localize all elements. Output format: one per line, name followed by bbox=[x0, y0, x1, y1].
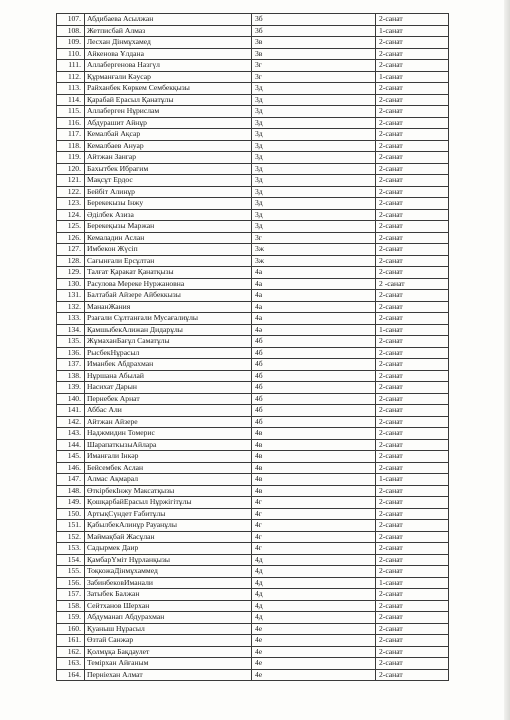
class-cell: 4в bbox=[252, 428, 376, 440]
class-cell: 4а bbox=[252, 301, 376, 313]
student-name-cell: Иманғали Інкәр bbox=[85, 451, 252, 463]
category-cell: 2-санат bbox=[376, 209, 449, 221]
table-row bbox=[57, 416, 449, 428]
category-cell: 2-санат bbox=[376, 301, 449, 313]
table-row bbox=[57, 255, 449, 267]
table-row bbox=[57, 451, 449, 463]
row-number-cell: 143. bbox=[57, 428, 85, 440]
table-row bbox=[57, 232, 449, 244]
row-number-cell: 131. bbox=[57, 290, 85, 302]
student-name-cell: Бахытбек Ибрагим bbox=[85, 163, 252, 175]
row-number-cell: 157. bbox=[57, 589, 85, 601]
student-name-cell: РысбекНұрасыл bbox=[85, 347, 252, 359]
category-cell: 2-санат bbox=[376, 152, 449, 164]
category-cell: 2-санат bbox=[376, 451, 449, 463]
row-number-cell: 144. bbox=[57, 439, 85, 451]
category-cell: 1-санат bbox=[376, 71, 449, 83]
class-cell: 4в bbox=[252, 462, 376, 474]
table-row bbox=[57, 209, 449, 221]
class-cell: 4е bbox=[252, 646, 376, 658]
category-cell: 2-санат bbox=[376, 48, 449, 60]
class-cell: 3д bbox=[252, 94, 376, 106]
table-row bbox=[57, 554, 449, 566]
row-number-cell: 146. bbox=[57, 462, 85, 474]
student-name-cell: Расулова Мереке Нуржановна bbox=[85, 278, 252, 290]
category-cell: 2-санат bbox=[376, 359, 449, 371]
class-cell: 3д bbox=[252, 198, 376, 210]
row-number-cell: 153. bbox=[57, 543, 85, 555]
student-table-body bbox=[57, 14, 449, 681]
student-name-cell: АртықСүндет Ғабитұлы bbox=[85, 508, 252, 520]
class-cell: 4б bbox=[252, 336, 376, 348]
student-name-cell: ҚамбарҮміт Нұрланқызы bbox=[85, 554, 252, 566]
table-row bbox=[57, 428, 449, 440]
student-name-cell: Жетписбай Алмаз bbox=[85, 25, 252, 37]
class-cell: 4б bbox=[252, 405, 376, 417]
class-cell: 3д bbox=[252, 117, 376, 129]
table-row bbox=[57, 635, 449, 647]
table-row bbox=[57, 566, 449, 578]
class-cell: 3д bbox=[252, 83, 376, 95]
row-number-cell: 117. bbox=[57, 129, 85, 141]
class-cell: 4е bbox=[252, 669, 376, 681]
category-cell: 2-санат bbox=[376, 336, 449, 348]
student-name-cell: Кемаладин Аслан bbox=[85, 232, 252, 244]
row-number-cell: 140. bbox=[57, 393, 85, 405]
category-cell: 2-санат bbox=[376, 589, 449, 601]
student-table-container bbox=[56, 13, 448, 681]
class-cell: 3б bbox=[252, 14, 376, 26]
table-row bbox=[57, 485, 449, 497]
student-name-cell: Мақсұт Ердос bbox=[85, 175, 252, 187]
class-cell: 4в bbox=[252, 439, 376, 451]
student-name-cell: Аллабергенова Назгүл bbox=[85, 60, 252, 72]
category-cell: 2-санат bbox=[376, 37, 449, 49]
category-cell: 2-санат bbox=[376, 405, 449, 417]
row-number-cell: 120. bbox=[57, 163, 85, 175]
student-name-cell: Райханбек Көркем Сембекқызы bbox=[85, 83, 252, 95]
student-table bbox=[56, 13, 449, 681]
category-cell: 2-санат bbox=[376, 393, 449, 405]
table-row bbox=[57, 37, 449, 49]
student-name-cell: Қуаныш Нұрасыл bbox=[85, 623, 252, 635]
scan-edge-shadow bbox=[504, 0, 510, 720]
student-name-cell: Әділбек Азиза bbox=[85, 209, 252, 221]
row-number-cell: 126. bbox=[57, 232, 85, 244]
class-cell: 4д bbox=[252, 589, 376, 601]
table-row bbox=[57, 129, 449, 141]
category-cell: 2-санат bbox=[376, 140, 449, 152]
row-number-cell: 151. bbox=[57, 520, 85, 532]
table-row bbox=[57, 669, 449, 681]
class-cell: 4д bbox=[252, 612, 376, 624]
table-row bbox=[57, 71, 449, 83]
student-name-cell: Қарабай Ерасыл Қанатұлы bbox=[85, 94, 252, 106]
table-row bbox=[57, 48, 449, 60]
class-cell: 4е bbox=[252, 658, 376, 670]
row-number-cell: 123. bbox=[57, 198, 85, 210]
category-cell: 2-санат bbox=[376, 313, 449, 325]
row-number-cell: 141. bbox=[57, 405, 85, 417]
class-cell: 3д bbox=[252, 106, 376, 118]
class-cell: 4д bbox=[252, 600, 376, 612]
row-number-cell: 158. bbox=[57, 600, 85, 612]
table-row bbox=[57, 163, 449, 175]
row-number-cell: 125. bbox=[57, 221, 85, 233]
row-number-cell: 147. bbox=[57, 474, 85, 486]
class-cell: 4г bbox=[252, 543, 376, 555]
class-cell: 3д bbox=[252, 140, 376, 152]
category-cell: 2-санат bbox=[376, 612, 449, 624]
row-number-cell: 142. bbox=[57, 416, 85, 428]
row-number-cell: 164. bbox=[57, 669, 85, 681]
table-row bbox=[57, 543, 449, 555]
category-cell: 2-санат bbox=[376, 163, 449, 175]
student-name-cell: Аллаберген Нұрислам bbox=[85, 106, 252, 118]
row-number-cell: 113. bbox=[57, 83, 85, 95]
category-cell: 2-санат bbox=[376, 497, 449, 509]
table-row bbox=[57, 106, 449, 118]
table-row bbox=[57, 589, 449, 601]
category-cell: 2-санат bbox=[376, 60, 449, 72]
category-cell: 2-санат bbox=[376, 175, 449, 187]
category-cell: 2-санат bbox=[376, 347, 449, 359]
category-cell: 2-санат bbox=[376, 117, 449, 129]
table-row bbox=[57, 439, 449, 451]
table-row bbox=[57, 462, 449, 474]
table-row bbox=[57, 221, 449, 233]
table-row bbox=[57, 646, 449, 658]
student-name-cell: Сағынғали Ерсұлтан bbox=[85, 255, 252, 267]
category-cell: 2-санат bbox=[376, 623, 449, 635]
category-cell: 2-санат bbox=[376, 658, 449, 670]
table-row bbox=[57, 25, 449, 37]
student-name-cell: Сейтханов Шерхан bbox=[85, 600, 252, 612]
row-number-cell: 135. bbox=[57, 336, 85, 348]
table-row bbox=[57, 612, 449, 624]
category-cell: 2-санат bbox=[376, 255, 449, 267]
category-cell: 2-санат bbox=[376, 543, 449, 555]
table-row bbox=[57, 313, 449, 325]
row-number-cell: 112. bbox=[57, 71, 85, 83]
row-number-cell: 107. bbox=[57, 14, 85, 26]
class-cell: 3д bbox=[252, 186, 376, 198]
student-name-cell: Аббас Али bbox=[85, 405, 252, 417]
row-number-cell: 152. bbox=[57, 531, 85, 543]
row-number-cell: 118. bbox=[57, 140, 85, 152]
class-cell: 3д bbox=[252, 152, 376, 164]
class-cell: 4б bbox=[252, 382, 376, 394]
class-cell: 4а bbox=[252, 278, 376, 290]
class-cell: 4а bbox=[252, 290, 376, 302]
table-row bbox=[57, 600, 449, 612]
table-row bbox=[57, 531, 449, 543]
table-row bbox=[57, 336, 449, 348]
row-number-cell: 116. bbox=[57, 117, 85, 129]
category-cell: 2-санат bbox=[376, 370, 449, 382]
student-name-cell: Пернебек Арнат bbox=[85, 393, 252, 405]
row-number-cell: 132. bbox=[57, 301, 85, 313]
student-name-cell: Нұршана Абылай bbox=[85, 370, 252, 382]
table-row bbox=[57, 324, 449, 336]
row-number-cell: 133. bbox=[57, 313, 85, 325]
row-number-cell: 122. bbox=[57, 186, 85, 198]
class-cell: 4г bbox=[252, 497, 376, 509]
student-name-cell: ҚошқарбайЕрасыл Нұржігітұлы bbox=[85, 497, 252, 509]
row-number-cell: 110. bbox=[57, 48, 85, 60]
class-cell: 4б bbox=[252, 416, 376, 428]
class-cell: 4е bbox=[252, 635, 376, 647]
student-name-cell: ҚамшыбекАлижан Дидарұлы bbox=[85, 324, 252, 336]
row-number-cell: 127. bbox=[57, 244, 85, 256]
class-cell: 4г bbox=[252, 520, 376, 532]
class-cell: 4а bbox=[252, 313, 376, 325]
class-cell: 3в bbox=[252, 48, 376, 60]
category-cell: 2-санат bbox=[376, 646, 449, 658]
category-cell: 2-санат bbox=[376, 198, 449, 210]
student-name-cell: Рзағали Сұлтанғали Мусағалиұлы bbox=[85, 313, 252, 325]
student-name-cell: Айтжан Айзере bbox=[85, 416, 252, 428]
student-name-cell: Маймақбай Жасұлан bbox=[85, 531, 252, 543]
student-name-cell: Алмас Ақмарал bbox=[85, 474, 252, 486]
row-number-cell: 121. bbox=[57, 175, 85, 187]
category-cell: 2-санат bbox=[376, 290, 449, 302]
row-number-cell: 145. bbox=[57, 451, 85, 463]
student-name-cell: Қолмұқа Бақдаулет bbox=[85, 646, 252, 658]
category-cell: 1-санат bbox=[376, 577, 449, 589]
row-number-cell: 128. bbox=[57, 255, 85, 267]
table-row bbox=[57, 623, 449, 635]
category-cell: 2-санат bbox=[376, 186, 449, 198]
table-row bbox=[57, 382, 449, 394]
class-cell: 4в bbox=[252, 474, 376, 486]
table-row bbox=[57, 117, 449, 129]
table-row bbox=[57, 60, 449, 72]
category-cell: 2-санат bbox=[376, 566, 449, 578]
student-name-cell: Насихат Дарын bbox=[85, 382, 252, 394]
class-cell: 3г bbox=[252, 60, 376, 72]
student-name-cell: Бейсембек Аслан bbox=[85, 462, 252, 474]
category-cell: 2-санат bbox=[376, 600, 449, 612]
category-cell: 2-санат bbox=[376, 531, 449, 543]
class-cell: 3д bbox=[252, 163, 376, 175]
row-number-cell: 136. bbox=[57, 347, 85, 359]
category-cell: 2-санат bbox=[376, 94, 449, 106]
row-number-cell: 154. bbox=[57, 554, 85, 566]
table-row bbox=[57, 508, 449, 520]
table-row bbox=[57, 267, 449, 279]
row-number-cell: 108. bbox=[57, 25, 85, 37]
row-number-cell: 139. bbox=[57, 382, 85, 394]
class-cell: 3д bbox=[252, 221, 376, 233]
row-number-cell: 109. bbox=[57, 37, 85, 49]
student-name-cell: ЖұмаханБағұл Саматұлы bbox=[85, 336, 252, 348]
row-number-cell: 159. bbox=[57, 612, 85, 624]
table-row bbox=[57, 497, 449, 509]
row-number-cell: 124. bbox=[57, 209, 85, 221]
class-cell: 4б bbox=[252, 393, 376, 405]
row-number-cell: 130. bbox=[57, 278, 85, 290]
table-row bbox=[57, 14, 449, 26]
class-cell: 3г bbox=[252, 71, 376, 83]
category-cell: 2-санат bbox=[376, 83, 449, 95]
row-number-cell: 137. bbox=[57, 359, 85, 371]
student-name-cell: Лесхан Дінмұхамед bbox=[85, 37, 252, 49]
class-cell: 3в bbox=[252, 37, 376, 49]
row-number-cell: 119. bbox=[57, 152, 85, 164]
class-cell: 4в bbox=[252, 485, 376, 497]
student-name-cell: Балтабай Айзере Айбеккызы bbox=[85, 290, 252, 302]
table-row bbox=[57, 175, 449, 187]
row-number-cell: 148. bbox=[57, 485, 85, 497]
category-cell: 2-санат bbox=[376, 669, 449, 681]
category-cell: 2-санат bbox=[376, 221, 449, 233]
table-row bbox=[57, 140, 449, 152]
category-cell: 1-санат bbox=[376, 324, 449, 336]
class-cell: 4в bbox=[252, 451, 376, 463]
class-cell: 4а bbox=[252, 267, 376, 279]
table-row bbox=[57, 186, 449, 198]
table-row bbox=[57, 83, 449, 95]
student-name-cell: Имбекон Жүсіп bbox=[85, 244, 252, 256]
class-cell: 4г bbox=[252, 531, 376, 543]
student-name-cell: ӨткірбекІнжу Максатқызы bbox=[85, 485, 252, 497]
table-row bbox=[57, 152, 449, 164]
row-number-cell: 163. bbox=[57, 658, 85, 670]
class-cell: 3д bbox=[252, 175, 376, 187]
row-number-cell: 115. bbox=[57, 106, 85, 118]
row-number-cell: 134. bbox=[57, 324, 85, 336]
class-cell: 3б bbox=[252, 25, 376, 37]
row-number-cell: 111. bbox=[57, 60, 85, 72]
student-name-cell: ҚабылбекАлинұр Рауанұлы bbox=[85, 520, 252, 532]
student-name-cell: Иманбек Абдрахман bbox=[85, 359, 252, 371]
category-cell: 2 -санат bbox=[376, 278, 449, 290]
category-cell: 2-санат bbox=[376, 106, 449, 118]
student-name-cell: ШарапаткызыАйлара bbox=[85, 439, 252, 451]
class-cell: 4б bbox=[252, 370, 376, 382]
category-cell: 2-санат bbox=[376, 267, 449, 279]
table-row bbox=[57, 301, 449, 313]
row-number-cell: 149. bbox=[57, 497, 85, 509]
student-name-cell: Абдуманап Абдурахман bbox=[85, 612, 252, 624]
class-cell: 3д bbox=[252, 209, 376, 221]
table-row bbox=[57, 359, 449, 371]
student-name-cell: Абдурашит Айнұр bbox=[85, 117, 252, 129]
student-name-cell: Құрманғали Кәусар bbox=[85, 71, 252, 83]
category-cell: 1-санат bbox=[376, 474, 449, 486]
class-cell: 4б bbox=[252, 347, 376, 359]
category-cell: 2-санат bbox=[376, 244, 449, 256]
category-cell: 1-санат bbox=[376, 25, 449, 37]
row-number-cell: 129. bbox=[57, 267, 85, 279]
class-cell: 4д bbox=[252, 566, 376, 578]
row-number-cell: 162. bbox=[57, 646, 85, 658]
student-name-cell: МананЖания bbox=[85, 301, 252, 313]
row-number-cell: 160. bbox=[57, 623, 85, 635]
class-cell: 4б bbox=[252, 359, 376, 371]
category-cell: 2-санат bbox=[376, 485, 449, 497]
class-cell: 4ә bbox=[252, 324, 376, 336]
row-number-cell: 161. bbox=[57, 635, 85, 647]
table-row bbox=[57, 474, 449, 486]
row-number-cell: 156. bbox=[57, 577, 85, 589]
class-cell: 3ж bbox=[252, 244, 376, 256]
category-cell: 2-санат bbox=[376, 508, 449, 520]
student-name-cell: Бейбіт Алинұр bbox=[85, 186, 252, 198]
class-cell: 4д bbox=[252, 554, 376, 566]
student-name-cell: ЗабинбековИманали bbox=[85, 577, 252, 589]
student-name-cell: Кемалбаев Ануар bbox=[85, 140, 252, 152]
category-cell: 2-санат bbox=[376, 416, 449, 428]
category-cell: 2-санат bbox=[376, 635, 449, 647]
student-name-cell: Темірхан Айғаным bbox=[85, 658, 252, 670]
student-name-cell: Абдибаева Асылжан bbox=[85, 14, 252, 26]
table-row bbox=[57, 278, 449, 290]
table-row bbox=[57, 393, 449, 405]
student-name-cell: Айтжан Зангар bbox=[85, 152, 252, 164]
class-cell: 3д bbox=[252, 129, 376, 141]
student-name-cell: Садырмек Даир bbox=[85, 543, 252, 555]
student-name-cell: Кемалбай Ақсар bbox=[85, 129, 252, 141]
class-cell: 4г bbox=[252, 508, 376, 520]
student-name-cell: Перніехан Алмат bbox=[85, 669, 252, 681]
table-row bbox=[57, 198, 449, 210]
category-cell: 2-санат bbox=[376, 232, 449, 244]
category-cell: 2-санат bbox=[376, 129, 449, 141]
table-row bbox=[57, 370, 449, 382]
student-name-cell: Айкенова Ұлдана bbox=[85, 48, 252, 60]
table-row bbox=[57, 94, 449, 106]
category-cell: 2-санат bbox=[376, 382, 449, 394]
category-cell: 2-санат bbox=[376, 439, 449, 451]
table-row bbox=[57, 347, 449, 359]
student-name-cell: Затыбек Балжан bbox=[85, 589, 252, 601]
student-name-cell: Берекекызы Інжу bbox=[85, 198, 252, 210]
table-row bbox=[57, 244, 449, 256]
table-row bbox=[57, 290, 449, 302]
row-number-cell: 155. bbox=[57, 566, 85, 578]
class-cell: 3г bbox=[252, 232, 376, 244]
table-row bbox=[57, 658, 449, 670]
row-number-cell: 114. bbox=[57, 94, 85, 106]
category-cell: 2-санат bbox=[376, 428, 449, 440]
category-cell: 2-санат bbox=[376, 554, 449, 566]
student-name-cell: Берекеқызы Маржан bbox=[85, 221, 252, 233]
row-number-cell: 138. bbox=[57, 370, 85, 382]
class-cell: 4е bbox=[252, 623, 376, 635]
table-row bbox=[57, 577, 449, 589]
class-cell: 3ж bbox=[252, 255, 376, 267]
student-name-cell: ТоқкожаДінмұхаммед bbox=[85, 566, 252, 578]
row-number-cell: 150. bbox=[57, 508, 85, 520]
student-name-cell: Наджмидин Томерис bbox=[85, 428, 252, 440]
class-cell: 4д bbox=[252, 577, 376, 589]
category-cell: 2-санат bbox=[376, 520, 449, 532]
table-row bbox=[57, 520, 449, 532]
category-cell: 2-санат bbox=[376, 462, 449, 474]
student-name-cell: Талғат Қаракат Қанатқызы bbox=[85, 267, 252, 279]
student-name-cell: Өзтай Санжар bbox=[85, 635, 252, 647]
table-row bbox=[57, 405, 449, 417]
category-cell: 2-санат bbox=[376, 14, 449, 26]
